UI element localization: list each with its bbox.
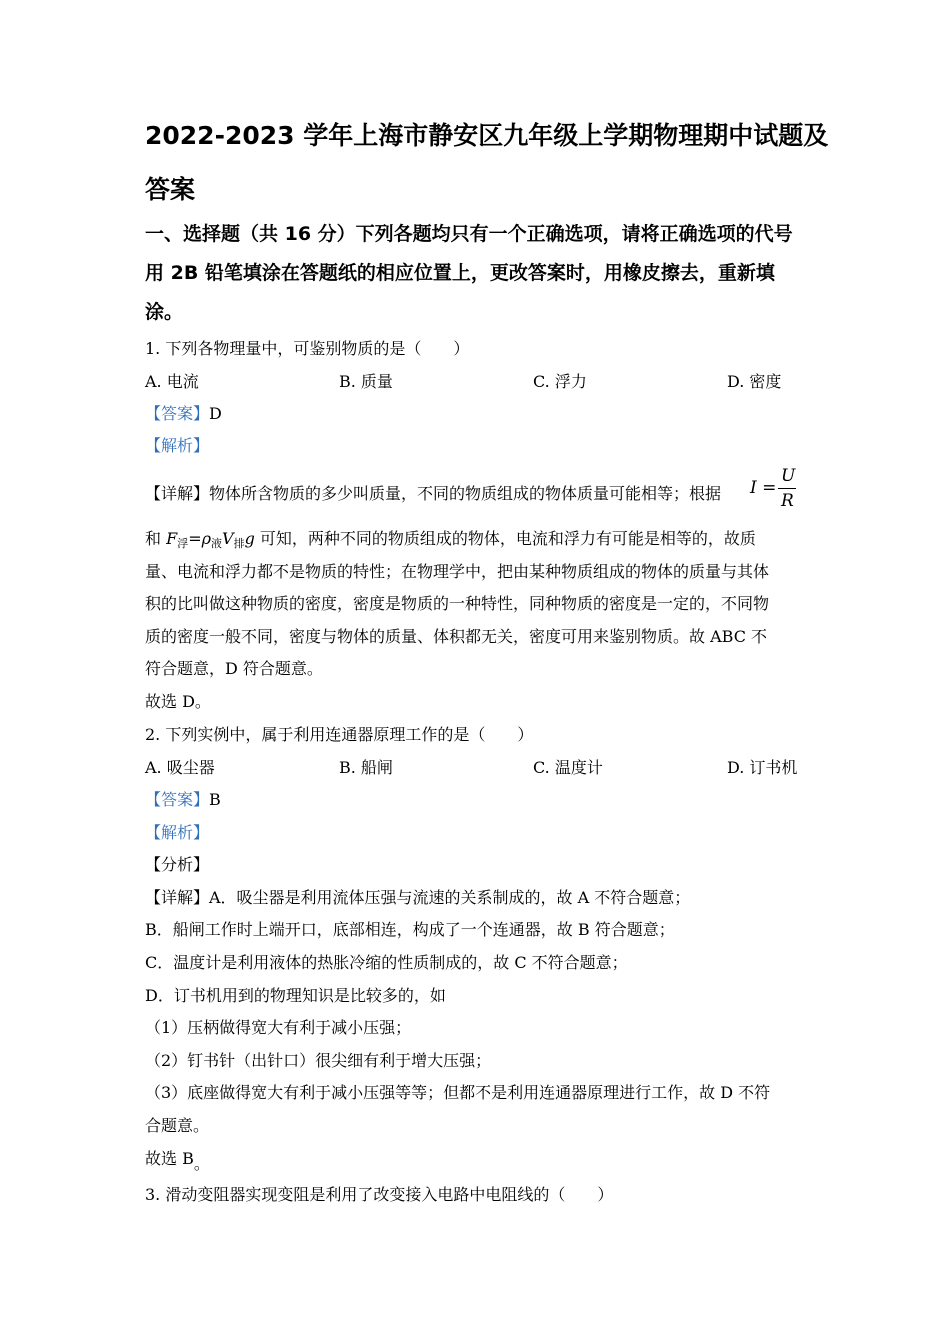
q2-detail-line-1: 【详解】A．吸尘器是利用流体压强与流速的关系制成的，故 A 不符合题意； [145,888,691,907]
q1-answer [145,401,222,424]
q2-detail-line-4: D．订书机用到的物理知识是比较多的，如 [145,986,446,1005]
text-he: 和 [145,529,162,548]
q2-option-c: C. 温度计 [533,758,603,777]
symbol-g: g [244,529,255,548]
document-title-line-2: 答案 [145,175,196,204]
subscript-fu: 浮 [177,537,189,550]
q2-detail-line-7: （3）底座做得宽大有利于减小压强等等；但都不是利用连通器原理进行工作，故 D 不符 [145,1083,771,1102]
q2-option-d: D. 订书机 [727,758,798,777]
text-rest: 可知，两种不同的物质组成的物体，电流和浮力有可能是相等的，故质 [254,529,756,548]
q1-option-b: B. 质量 [339,372,393,391]
q2-detail-line-3: C．温度计是利用液体的热胀冷缩的性质制成的，故 C 不符合题意； [145,953,628,972]
q1-detail-line-4: 积的比叫做这种物质的密度，密度是物质的一种特性，同种物质的密度是一定的，不同物 [145,594,770,613]
q2-option-b: B. 船闸 [339,758,393,777]
q1-option-c: C. 浮力 [533,372,587,391]
q2-option-a: A. 吸尘器 [145,758,215,777]
formula-denominator: R [781,491,794,511]
q2-fenxi-tag: 【分析】 [145,855,210,874]
formula-lhs: I = [750,478,777,498]
formula-numerator: U [781,466,796,486]
q1-option-d: D. 密度 [727,372,782,391]
q1-stem: 1. 下列各物理量中，可鉴别物质的是（ ） [145,339,470,358]
q1-detail-line-2 [145,526,756,551]
q2-detail-line-5: （1）压柄做得宽大有利于减小压强； [145,1018,412,1037]
q2-conclusion [145,1146,210,1173]
answer-tag: 【答案】 [145,404,210,423]
q3-stem: 3. 滑动变阻器实现变阻是利用了改变接入电路中电阻线的（ ） [145,1185,614,1204]
subscript-pai: 排 [233,537,245,550]
symbol-f: F [166,529,178,548]
section-heading-line-1: 一、选择题（共 16 分）下列各题均只有一个正确选项，请将正确选项的代号 [145,223,793,245]
conclusion-period: 。 [193,1154,210,1173]
q2-analysis-tag: 【解析】 [145,823,210,842]
answer-value: D [209,404,222,423]
ohms-law-formula [750,466,800,514]
section-heading-line-3: 涂。 [145,301,184,323]
subscript-ye: 液 [211,537,223,550]
q1-detail-intro: 【详解】物体所含物质的多少叫质量，不同的物质组成的物体质量可能相等；根据 [145,484,722,503]
answer-value: B [209,790,221,809]
fraction-bar [778,488,796,489]
section-heading-line-2: 用 2B 铅笔填涂在答题纸的相应位置上，更改答案时，用橡皮擦去，重新填 [145,262,775,284]
q1-detail-line-5: 质的密度一般不同，密度与物体的质量、体积都无关，密度可用来鉴别物质。故 ABC 不 [145,627,768,646]
equals-sign: = [188,529,202,548]
symbol-rho: ρ [201,529,212,548]
q2-answer [145,787,221,810]
document-title-line-1: 2022-2023 学年上海市静安区九年级上学期物理期中试题及 [145,121,829,150]
answer-tag: 【答案】 [145,790,210,809]
symbol-v: V [222,529,234,548]
q1-detail-line-6: 符合题意，D 符合题意。 [145,659,323,678]
q1-detail-line-3: 量、电流和浮力都不是物质的特性；在物理学中，把由某种物质组成的物体的质量与其体 [145,562,770,581]
conclusion-text: 故选 B [145,1149,194,1168]
q2-detail-line-6: （2）钉书针（出针口）很尖细有利于增大压强； [145,1051,492,1070]
q1-analysis-tag: 【解析】 [145,436,210,455]
q1-option-a: A. 电流 [145,372,199,391]
q2-stem: 2. 下列实例中，属于利用连通器原理工作的是（ ） [145,725,534,744]
q2-detail-line-2: B．船闸工作时上端开口，底部相连，构成了一个连通器，故 B 符合题意； [145,920,675,939]
q2-detail-line-8: 合题意。 [145,1116,210,1135]
q1-conclusion: 故选 D。 [145,692,211,711]
